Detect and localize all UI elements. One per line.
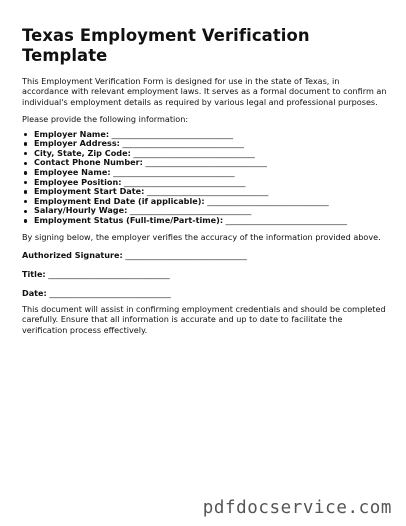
- signature-label: Authorized Signature:: [22, 249, 123, 260]
- field-label: Employee Name:: [34, 167, 111, 177]
- field-list: [22, 130, 388, 226]
- intro-paragraph: This Employment Verification Form is designed for use in the state of Texas, in accordance with relevant employment laws. It serves as a formal document to confirm an individual's employment details as required by various legal and professional purposes.: [22, 76, 387, 107]
- fill-in-line[interactable]: ______________________________: [129, 205, 252, 216]
- field-label: Contact Phone Number:: [34, 157, 143, 168]
- field-label: Employer Address:: [34, 138, 120, 149]
- field-label: Employment End Date (if applicable):: [34, 195, 205, 206]
- field-label: Employer Name:: [34, 128, 110, 139]
- title-field: [22, 269, 388, 279]
- fill-in-line[interactable]: ______________________________: [207, 195, 329, 206]
- fill-in-line[interactable]: ______________________________: [146, 186, 269, 197]
- closing-paragraph: This document will assist in confirming employment credentials and should be completed carefully. Ensure that all information is accurate and up to date to facilitate the verification process effectively.: [22, 303, 386, 335]
- fill-in-line[interactable]: ______________________________: [225, 214, 348, 225]
- field-label: Employment Status (Full-time/Part-time):: [34, 214, 224, 225]
- lead-text: Please provide the following information:: [22, 114, 189, 125]
- field-label: City, State, Zip Code:: [34, 147, 131, 158]
- date-line[interactable]: ______________________________: [49, 287, 171, 298]
- field-label: Employee Position:: [34, 176, 122, 187]
- title-line[interactable]: ______________________________: [48, 268, 170, 279]
- signature-field: [22, 250, 388, 260]
- field-employment-status: [34, 216, 388, 226]
- verify-statement: By signing below, the employer verifies the accuracy of the information provided above.: [22, 231, 381, 242]
- fill-in-line[interactable]: ______________________________: [111, 128, 234, 139]
- fill-in-line[interactable]: ______________________________: [133, 147, 255, 158]
- title-label: Title:: [22, 268, 46, 279]
- watermark: pdfdocservice.com: [202, 498, 392, 518]
- document-title: Texas Employment Verification Template: [22, 26, 310, 65]
- fill-in-line[interactable]: ______________________________: [124, 176, 246, 187]
- date-field: [22, 288, 388, 298]
- fill-in-line[interactable]: ______________________________: [113, 167, 235, 177]
- field-label: Salary/Hourly Wage:: [34, 205, 128, 216]
- document-page: [22, 26, 388, 335]
- fill-in-line[interactable]: ______________________________: [122, 138, 244, 149]
- fill-in-line[interactable]: ______________________________: [145, 157, 267, 168]
- date-label: Date:: [22, 287, 47, 298]
- signature-line[interactable]: ______________________________: [125, 249, 247, 260]
- field-label: Employment Start Date:: [34, 186, 145, 197]
